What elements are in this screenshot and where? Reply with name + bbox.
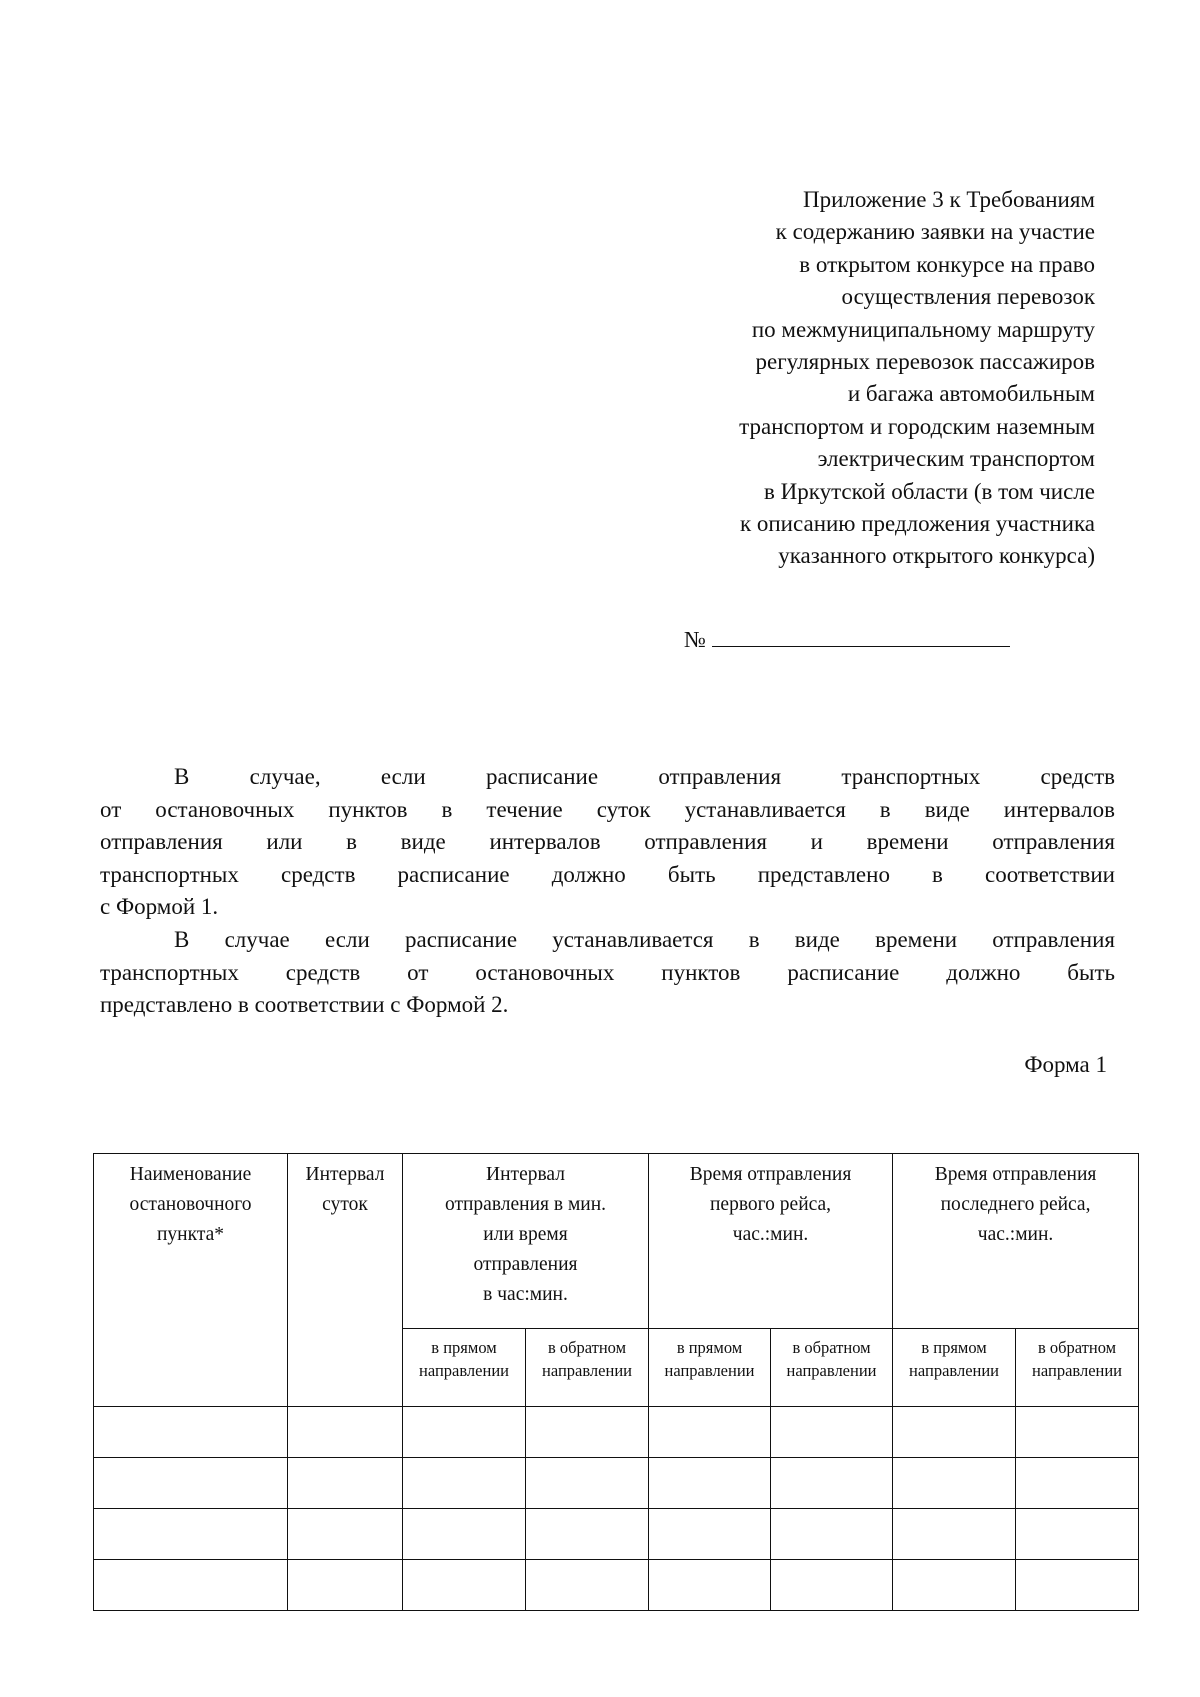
paragraph-line: представлено в соответствии с Формой 2. bbox=[100, 992, 509, 1017]
table-cell[interactable] bbox=[649, 1560, 771, 1611]
header-last-trip: Время отправления последнего рейса, час.:мин. bbox=[893, 1154, 1139, 1329]
number-sign: № bbox=[684, 627, 706, 652]
appendix-line: регулярных перевозок пассажиров bbox=[755, 349, 1095, 375]
table-cell[interactable] bbox=[526, 1407, 649, 1458]
table-cell[interactable] bbox=[526, 1560, 649, 1611]
table-cell[interactable] bbox=[403, 1458, 526, 1509]
subheader-forward: в прямом направлении bbox=[403, 1329, 526, 1407]
table-cell[interactable] bbox=[1016, 1560, 1139, 1611]
table-cell[interactable] bbox=[288, 1407, 403, 1458]
table-cell[interactable] bbox=[526, 1509, 649, 1560]
subheader-backward: в обратном направлении bbox=[771, 1329, 893, 1407]
table-cell[interactable] bbox=[288, 1509, 403, 1560]
table-cell[interactable] bbox=[403, 1509, 526, 1560]
table-cell[interactable] bbox=[288, 1560, 403, 1611]
paragraph-form1 bbox=[100, 761, 1115, 924]
appendix-line: указанного открытого конкурса) bbox=[778, 543, 1095, 569]
table-cell[interactable] bbox=[94, 1509, 288, 1560]
header-stop-name: Наименование остановочного пункта* bbox=[94, 1154, 288, 1407]
subheader-backward: в обратном направлении bbox=[526, 1329, 649, 1407]
paragraph-line: транспортных средств расписание должно быть представлено в соответствии bbox=[100, 861, 1115, 887]
table-cell[interactable] bbox=[94, 1407, 288, 1458]
table-row bbox=[94, 1560, 1139, 1611]
appendix-header bbox=[535, 184, 1095, 573]
subheader-forward: в прямом направлении bbox=[649, 1329, 771, 1407]
table-cell[interactable] bbox=[1016, 1509, 1139, 1560]
subheader-forward: в прямом направлении bbox=[893, 1329, 1016, 1407]
appendix-line: Приложение 3 к Требованиям bbox=[803, 187, 1095, 212]
paragraph-line: В случае, если расписание отправления транспортных средств bbox=[174, 764, 1115, 789]
paragraph-form2 bbox=[100, 924, 1115, 1022]
paragraph-line: от остановочных пунктов в течение суток устанавливается в виде интервалов bbox=[100, 796, 1115, 822]
table-row bbox=[94, 1407, 1139, 1458]
table-cell[interactable] bbox=[649, 1509, 771, 1560]
subheader-backward: в обратном направлении bbox=[1016, 1329, 1139, 1407]
table-cell[interactable] bbox=[403, 1407, 526, 1458]
table-cell[interactable] bbox=[771, 1407, 893, 1458]
table-cell[interactable] bbox=[1016, 1458, 1139, 1509]
appendix-line: и багажа автомобильным bbox=[847, 381, 1095, 407]
appendix-line: транспортом и городским наземным bbox=[739, 413, 1095, 439]
table-cell[interactable] bbox=[288, 1458, 403, 1509]
table-cell[interactable] bbox=[526, 1458, 649, 1509]
table-cell[interactable] bbox=[94, 1560, 288, 1611]
document-number-field bbox=[684, 624, 1010, 655]
header-first-trip: Время отправления первого рейса, час.:мин. bbox=[649, 1154, 893, 1329]
table-cell[interactable] bbox=[893, 1458, 1016, 1509]
table-cell[interactable] bbox=[771, 1560, 893, 1611]
table-cell[interactable] bbox=[94, 1458, 288, 1509]
appendix-line: к описанию предложения участника bbox=[739, 511, 1095, 537]
table-cell[interactable] bbox=[649, 1458, 771, 1509]
paragraph-line: В случае если расписание устанавливается в виде времени отправления bbox=[174, 927, 1115, 952]
paragraph-line: отправления или в виде интервалов отправления и времени отправления bbox=[100, 829, 1115, 854]
table-row bbox=[94, 1458, 1139, 1509]
appendix-line: в открытом конкурсе на право bbox=[799, 251, 1095, 277]
table-cell[interactable] bbox=[771, 1509, 893, 1560]
table-row bbox=[94, 1509, 1139, 1560]
paragraph-line: с Формой 1. bbox=[100, 894, 219, 919]
appendix-line: к содержанию заявки на участие bbox=[775, 219, 1095, 245]
appendix-line: электрическим транспортом bbox=[817, 446, 1095, 472]
table-cell[interactable] bbox=[771, 1458, 893, 1509]
paragraph-line: транспортных средств от остановочных пунктов расписание должно быть bbox=[100, 959, 1115, 985]
header-interval-day: Интервал суток bbox=[288, 1154, 403, 1407]
appendix-line: в Иркутской области (в том числе bbox=[764, 478, 1095, 504]
table-cell[interactable] bbox=[649, 1407, 771, 1458]
appendix-line: по межмуниципальному маршруту bbox=[751, 316, 1095, 342]
schedule-table bbox=[93, 1153, 1139, 1611]
table-cell[interactable] bbox=[893, 1509, 1016, 1560]
header-interval-departure: Интервал отправления в мин. или время отправления в час:мин. bbox=[403, 1154, 649, 1329]
number-blank-underline[interactable] bbox=[712, 624, 1010, 647]
form-label: Форма 1 bbox=[1024, 1052, 1107, 1077]
table-cell[interactable] bbox=[893, 1560, 1016, 1611]
appendix-line: осуществления перевозок bbox=[841, 284, 1095, 310]
table-cell[interactable] bbox=[1016, 1407, 1139, 1458]
table-cell[interactable] bbox=[893, 1407, 1016, 1458]
table-cell[interactable] bbox=[403, 1560, 526, 1611]
